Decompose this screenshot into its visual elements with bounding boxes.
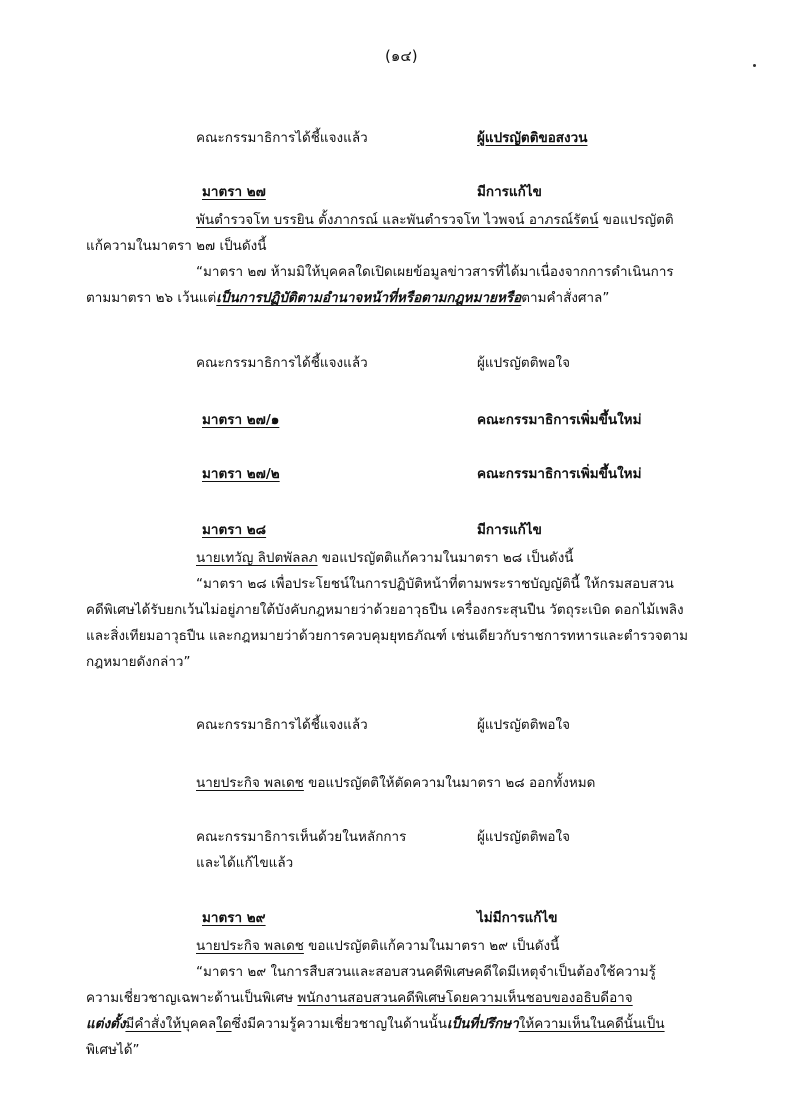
quote-line: “มาตรา ๒๘ เพื่อประโยชน์ในการปฏิบัติหน้าที่ตามพระราชบัญญัตินี้ ให้กรมสอบสวน — [196, 576, 674, 592]
section-heading: มาตรา ๒๙ — [202, 910, 266, 926]
section-heading: มาตรา ๒๗/๒ — [202, 466, 280, 482]
scan-speck — [753, 64, 756, 67]
inserted-text: ใด — [216, 1016, 232, 1032]
quote-line: กฎหมายดังกล่าว” — [86, 654, 191, 670]
quote-line: “มาตรา ๒๙ ในการสืบสวนและสอบสวนคดีพิเศษคดีใดมีเหตุจำเป็นต้องใช้ความรู้ — [196, 964, 656, 980]
amendment-block — [86, 933, 706, 1063]
section-status: ไม่มีการแก้ไข — [477, 910, 558, 926]
quote-line: คดีพิเศษได้รับยกเว้นไม่อยู่ภายใต้บังคับกฎหมายว่าด้วยอาวุธปืน เครื่องกระสุนปืน วัตถุระเบิด ดอกไม้เพลิง — [86, 602, 684, 618]
quote-line: และสิ่งเทียมอาวุธปืน และกฎหมายว่าด้วยการควบคุมยุทธภัณฑ์ เช่นเดียวกับราชการทหารและตำรวจตาม — [86, 628, 689, 644]
proposer-result: ผู้แปรญัตติพอใจ — [477, 355, 570, 371]
proposer-name: นายประกิจ พลเดช — [196, 775, 304, 791]
deleted-text: เป็นที่ปรึกษา — [446, 1016, 519, 1032]
quote-line: บุคคล — [181, 1016, 217, 1032]
quote-line: ตามคำสั่งศาล” — [521, 290, 610, 306]
section-heading: มาตรา ๒๗ — [202, 184, 266, 200]
amendment-block — [86, 207, 706, 311]
inserted-text: เป็นการปฏิบัติตามอำนาจหน้าที่หรือตามกฎหมายหรือ — [216, 290, 522, 306]
committee-note: คณะกรรมาธิการได้ชี้แจงแล้ว — [196, 355, 368, 371]
committee-note: คณะกรรมาธิการได้ชี้แจงแล้ว — [196, 130, 368, 146]
committee-note: คณะกรรมาธิการเห็นด้วยในหลักการ — [196, 829, 407, 845]
quote-line: พิเศษได้” — [86, 1042, 140, 1058]
inserted-text: ให้ความเห็นในคดีนั้นเป็น — [518, 1016, 665, 1032]
quote-line: ซึ่งมีความรู้ความเชี่ยวชาญในด้านนั้น — [231, 1016, 447, 1032]
section-status: มีการแก้ไข — [477, 184, 542, 200]
quote-line: ตามมาตรา ๒๖ เว้นแต่ — [86, 290, 217, 306]
amendment-text: ขอแปรญัตติ — [598, 212, 674, 228]
quote-line: ความเชี่ยวชาญเฉพาะด้านเป็นพิเศษ — [86, 990, 298, 1006]
committee-note: และได้แก้ไขแล้ว — [196, 855, 294, 871]
proposer-result: ผู้แปรญัตติพอใจ — [477, 829, 570, 845]
inserted-text: มีคำสั่งให้ — [125, 1016, 182, 1032]
section-status: คณะกรรมาธิการเพิ่มขึ้นใหม่ — [477, 466, 642, 482]
proposer-name: พันตำรวจโท บรรยิน ตั้งภากรณ์ และพันตำรวจโท ไวพจน์ อาภรณ์รัตน์ — [196, 212, 599, 228]
committee-note: คณะกรรมาธิการได้ชี้แจงแล้ว — [196, 717, 368, 733]
amendment-line — [196, 771, 595, 793]
amendment-text: ขอแปรญัตติแก้ความในมาตรา ๒๙ เป็นดังนี้ — [303, 938, 560, 954]
amendment-block — [86, 545, 706, 675]
amendment-text: ขอแปรญัตติแก้ความในมาตรา ๒๘ เป็นดังนี้ — [317, 550, 574, 566]
amendment-text: ขอแปรญัตติให้ตัดความในมาตรา ๒๘ ออกทั้งหมด — [303, 775, 596, 791]
proposer-result: ผู้แปรญัตติพอใจ — [477, 717, 570, 733]
section-status: มีการแก้ไข — [477, 522, 542, 538]
section-heading: มาตรา ๒๗/๑ — [202, 412, 280, 428]
quote-line: “มาตรา ๒๗ ห้ามมิให้บุคคลใดเปิดเผยข้อมูลข่าวสารที่ได้มาเนื่องจากการดำเนินการ — [196, 264, 674, 280]
deleted-text: แต่งตั้ง — [86, 1016, 126, 1032]
page-number: (๑๔) — [385, 47, 418, 65]
inserted-text: พนักงานสอบสวนคดีพิเศษโดยความเห็นชอบของอธิบดีอาจ — [297, 990, 633, 1006]
proposer-result: ผู้แปรญัตติขอสงวน — [477, 130, 588, 146]
section-status: คณะกรรมาธิการเพิ่มขึ้นใหม่ — [477, 412, 642, 428]
proposer-name: นายเทวัญ ลิปตพัลลภ — [196, 550, 318, 566]
amendment-text: แก้ความในมาตรา ๒๗ เป็นดังนี้ — [86, 238, 267, 254]
proposer-name: นายประกิจ พลเดช — [196, 938, 304, 954]
section-heading: มาตรา ๒๘ — [202, 522, 267, 538]
